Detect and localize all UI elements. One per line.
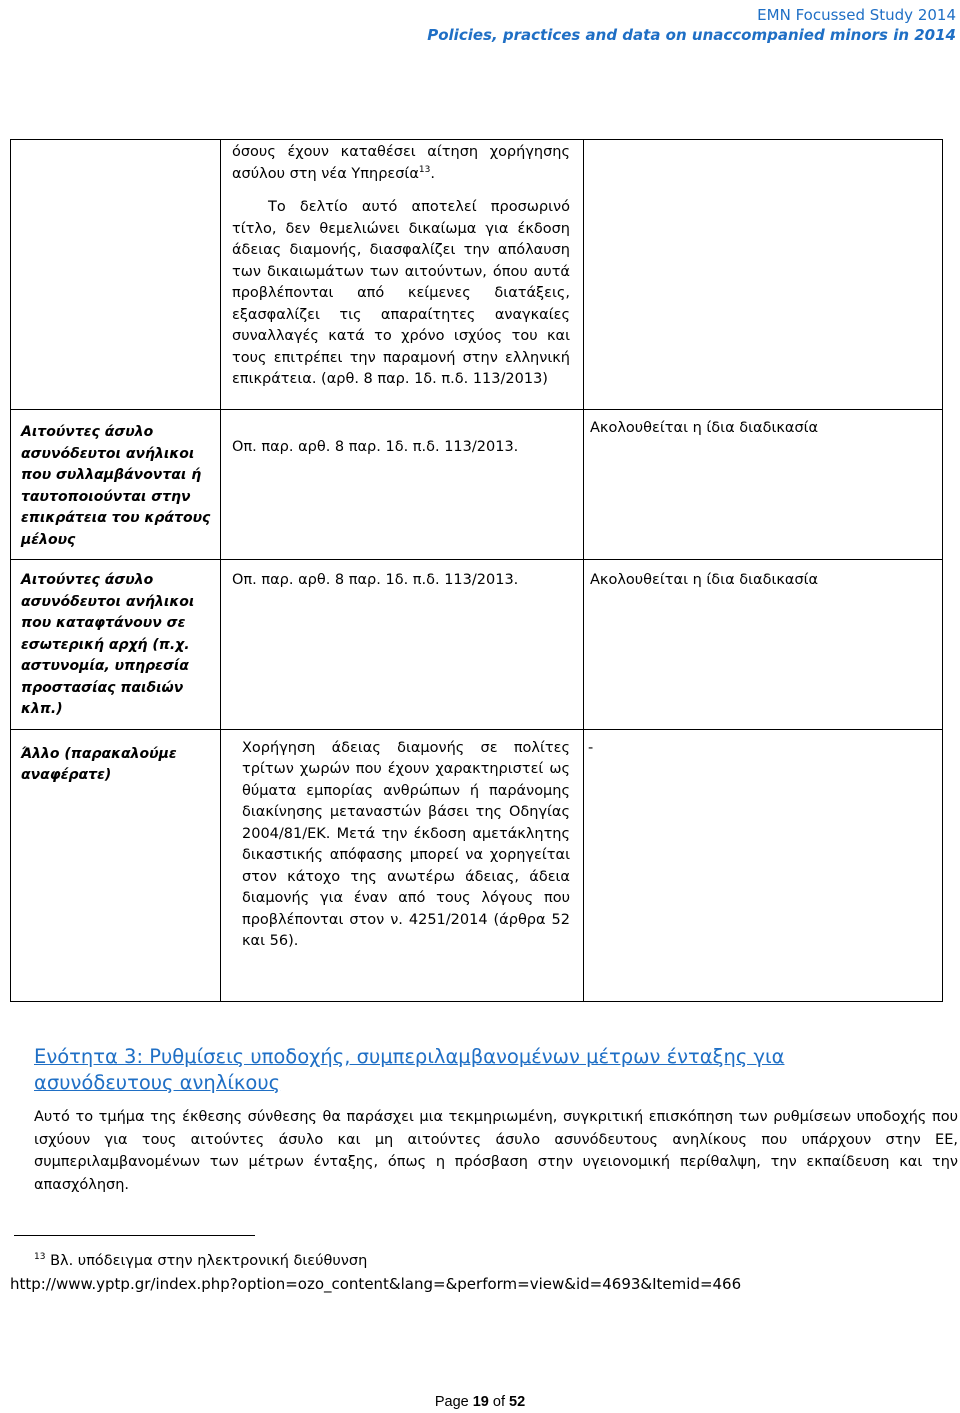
- section-body: Αυτό το τμήμα της έκθεσης σύνθεσης θα παράσχει μια τεκμηριωμένη, συγκριτική επισκόπηση των ρυθμίσεων υποδοχής που ισχύουν για τους αιτούντες άσυλο και μη αιτούντες άσυλο ασυνόδευτους ανηλίκους που υπάρχουν στην ΕΕ, συμπεριλαμβανομένων των μέτρων ένταξης, όπως η πρόσβαση στην υγειονομική περίθαλψη, την εκπαίδευση και την απασχόληση.: [34, 1109, 958, 1193]
- row-label: Άλλο (παρακαλούμε αναφέρατε): [11, 729, 221, 1001]
- section-heading: Ενότητα 3: Ρυθμίσεις υποδοχής, συμπεριλαμβανομένων μέτρων ένταξης για ασυνόδευτους ανηλίκους: [34, 1045, 785, 1094]
- footnote-url[interactable]: http://www.yptp.gr/index.php?option=ozo_content&lang=&perform=view&id=4693&Itemid=466: [10, 1275, 742, 1293]
- footnote-ref[interactable]: 13: [418, 164, 431, 175]
- notes-text: -: [588, 739, 594, 756]
- footnote-text: Βλ. υπόδειγμα στην ηλεκτρονική διεύθυνση: [50, 1253, 368, 1269]
- procedure-cell: [221, 410, 584, 560]
- page-footer: [0, 1394, 960, 1410]
- procedure-paragraph: Το δελτίο αυτό αποτελεί προσωρινό τίτλο, δεν θεμελιώνει δικαίωμα για έκδοση άδειας διαμονής, διασφαλίζει την απόλαυση των δικαιωμάτων των αιτούντων, όπου αυτά προβλέπονται από κείμενες διατάξεις, εξασφαλίζει τις απαραίτητες αναγκαίες συναλλαγές κατά το χρόνο ισχύος του και τους επιτρέπει την παραμονή στην ελληνική επικράτεια. (αρθ. 8 παρ. 1δ. π.δ. 113/2013): [232, 199, 570, 387]
- procedure-cell: όσους έχουν καταθέσει αίτηση χορήγησης ασύλου στη νέα Υπηρεσία$^{13}$. Το δελτίο αυτό αποτελεί προσωρινό τίτλο, δεν θεμελιώνει δικαίωμα για έκδοση άδειας διαμονής, διασφαλίζει την απόλαυση των δικαιωμάτων των αιτούντων, όπου αυτά προβλέπονται από κείμενες διατάξεις, εξασφαλίζει τις απαραίτητες αναγκαίες συναλλαγές κατά το χρόνο ισχύος του και τους επιτρέπει την παραμονή στην ελληνική επικράτεια. (αρθ. 8 παρ. 1δ. π.δ. 113/2013): [221, 140, 584, 410]
- policy-table: [10, 139, 943, 1002]
- procedure-text: όσους έχουν καταθέσει αίτηση χορήγησης ασύλου στη νέα Υπηρεσία: [232, 144, 570, 182]
- notes-cell: [584, 729, 943, 1001]
- procedure-text: Οπ. παρ. αρθ. 8 παρ. 1δ. π.δ. 113/2013.: [232, 572, 519, 588]
- procedure-text: Οπ. παρ. αρθ. 8 παρ. 1δ. π.δ. 113/2013.: [232, 439, 519, 455]
- notes-cell: [584, 560, 943, 730]
- table-row: [11, 729, 943, 1001]
- procedure-text: Χορήγηση άδειας διαμονής σε πολίτες τρίτων χωρών που έχουν χαρακτηριστεί ως θύματα εμπορίας ανθρώπων ή παράνομης διακίνησης μεταναστών βάσει της Οδηγίας 2004/81/ΕΚ. Μετά την έκδοση αμετάκλητης δικαστικής απόφασης μπορεί να χορηγείται στον κάτοχο της ανωτέρω άδειας, άδεια διαμονής για έναν από τους λόγους που προβλέπονται στον ν. 4251/2014 (άρθρα 52 και 56).: [242, 739, 570, 949]
- row-label-cell: [11, 140, 221, 410]
- notes-cell: [584, 140, 943, 410]
- procedure-cell: [221, 729, 584, 1001]
- footnote-divider: [14, 1235, 255, 1236]
- notes-cell: [584, 410, 943, 560]
- table-row: [11, 410, 943, 560]
- notes-text: Ακολουθείται η ίδια διαδικασία: [590, 572, 819, 588]
- table-row: [11, 140, 943, 410]
- page-header: [427, 5, 956, 45]
- current-page: 19: [472, 1394, 489, 1410]
- footnote-number: 13: [34, 1252, 46, 1263]
- of-label: of: [492, 1394, 505, 1410]
- study-title: EMN Focussed Study 2014: [757, 6, 956, 24]
- table-row: [11, 560, 943, 730]
- footnote: [34, 1253, 367, 1269]
- total-pages: 52: [509, 1394, 526, 1410]
- notes-text: Ακολουθείται η ίδια διαδικασία: [590, 420, 819, 436]
- row-label: Αιτούντες άσυλο ασυνόδευτοι ανήλικοι που συλλαμβάνονται ή ταυτοποιούνται στην επικράτεια του κράτους μέλους: [11, 410, 221, 560]
- study-subtitle: Policies, practices and data on unaccompanied minors in 2014: [427, 26, 956, 44]
- row-label: Αιτούντες άσυλο ασυνόδευτοι ανήλικοι που καταφτάνουν σε εσωτερική αρχή (π.χ. αστυνομία, υπηρεσία προστασίας παιδιών κλπ.): [11, 560, 221, 730]
- procedure-cell: [221, 560, 584, 730]
- page-label: Page: [434, 1394, 469, 1410]
